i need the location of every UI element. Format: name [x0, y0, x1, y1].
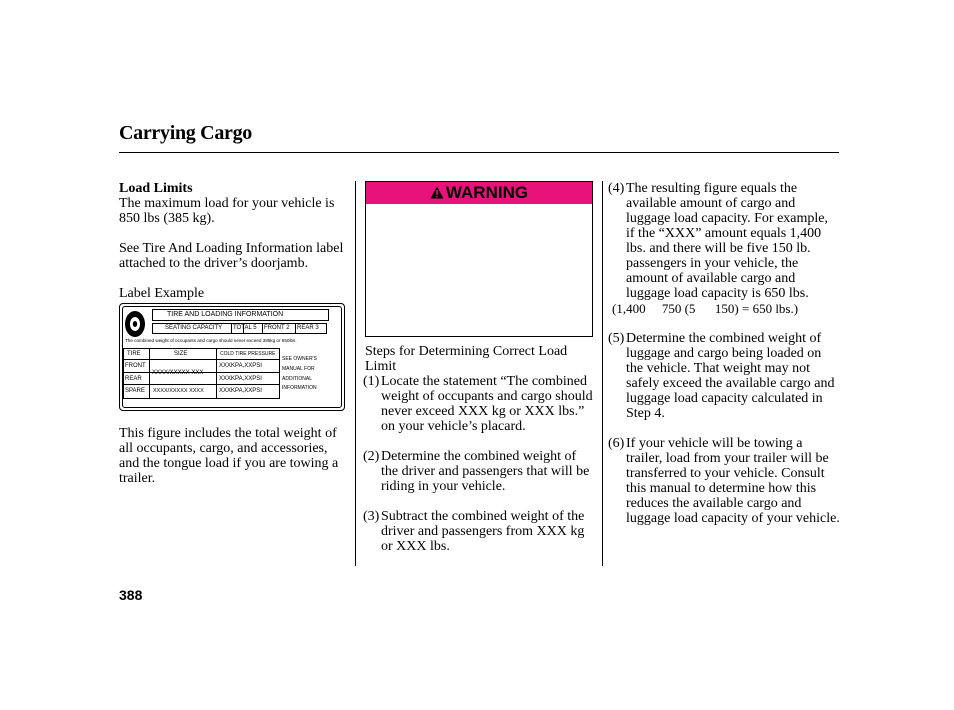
label-combined-weight: The combined weight of occupants and cargo should never exceed 385kg or 850lbs.	[125, 338, 297, 343]
column-1	[119, 181, 344, 501]
step-1	[365, 374, 593, 434]
page-title: Carrying Cargo	[119, 122, 252, 144]
step-text: If your vehicle will be towing a trailer, load from your trailer will be transferred to your vehicle. Consult this manual to determine how this reduces the available cargo and luggage load capacity of your vehicle.	[626, 436, 840, 526]
label-spare-size: XXXX/XXXXX XXXX	[153, 388, 204, 394]
tire-icon	[123, 309, 147, 339]
column-divider-2	[602, 181, 603, 566]
label-shared-size: XXXX/XXXXX XXX	[152, 370, 204, 376]
step-5	[610, 331, 840, 421]
label-row-front-tire: FRONT	[125, 363, 146, 369]
step-number: (5)	[608, 331, 625, 346]
page-number: 388	[119, 587, 143, 603]
step-text: Subtract the combined weight of the driver and passengers from XXX kg or XXX lbs.	[381, 509, 585, 554]
label-see-manual-4: INFORMATION	[282, 385, 317, 391]
label-col-pressure: COLD TIRE PRESSURE	[220, 351, 276, 357]
tire-loading-label-illustration	[119, 303, 345, 411]
label-col-tire: TIRE	[127, 351, 141, 357]
steps-heading: Steps for Determining Correct Load Limit	[365, 344, 568, 374]
step-4	[610, 181, 840, 301]
column-2	[365, 181, 593, 569]
label-total: TOTAL 5	[233, 325, 257, 331]
label-seating: SEATING CAPACITY	[165, 325, 223, 331]
step-4-formula: (1,400 750 (5 150) = 650 lbs.)	[612, 301, 799, 316]
label-rear: REAR 3	[297, 325, 319, 331]
warning-triangle-icon	[430, 186, 444, 199]
label-row-spare-tire: SPARE	[125, 388, 145, 394]
warning-title: WARNING	[445, 183, 529, 202]
title-rule	[119, 152, 839, 153]
column-divider-1	[355, 181, 356, 566]
label-spare-pressure: XXXKPA,XXPSI	[219, 388, 262, 394]
step-6	[610, 436, 840, 526]
label-see-manual-1: SEE OWNER'S	[282, 356, 317, 362]
step-text: Determine the combined weight of the driver and passengers that will be riding in your vehicle.	[381, 449, 590, 494]
step-2	[365, 449, 593, 494]
warning-box	[365, 181, 593, 337]
step-text: Determine the combined weight of luggage and cargo being loaded on the vehicle. That weight may not safely exceed the available cargo and luggage load capacity calculated in Step 4.	[626, 331, 835, 421]
label-rear-pressure: XXXKPA,XXPSI	[219, 376, 262, 382]
label-example-caption: Label Example	[119, 286, 205, 301]
label-col-size: SIZE	[174, 351, 188, 357]
step-text: The resulting figure equals the available amount of cargo and luggage load capacity. For example, if the “XXX” amount equals 1,400 lbs. and there will be five 150 lb. passengers in your vehicle, the amount of available cargo and luggage load capacity is 650 lbs.	[626, 181, 829, 301]
step-number: (6)	[608, 436, 625, 451]
warning-bar	[366, 182, 592, 204]
figure-explanation-paragraph: This figure includes the total weight of all occupants, cargo, and accessories, and the tongue load if you are towing a trailer.	[119, 426, 339, 486]
label-header: TIRE AND LOADING INFORMATION	[167, 311, 284, 318]
label-row-rear-tire: REAR	[125, 376, 142, 382]
label-see-manual-3: ADDITIONAL	[282, 376, 313, 382]
column-3	[610, 181, 840, 541]
step-number: (1)	[363, 374, 380, 389]
step-number: (3)	[363, 509, 380, 524]
step-number: (2)	[363, 449, 380, 464]
load-limits-heading: Load Limits	[119, 181, 193, 196]
label-see-manual-2: MANUAL FOR	[282, 366, 315, 372]
step-3	[365, 509, 593, 554]
step-number: (4)	[608, 181, 625, 196]
label-front: FRONT 2	[264, 325, 290, 331]
step-text: Locate the statement “The combined weight of occupants and cargo should never exceed XXX kg or XXX lbs.” on your vehicle’s placard.	[381, 374, 593, 434]
see-label-paragraph: See Tire And Loading Information label attached to the driver’s doorjamb.	[119, 241, 344, 271]
label-front-pressure: XXXKPA,XXPSI	[219, 363, 262, 369]
max-load-paragraph: The maximum load for your vehicle is 850 lbs (385 kg).	[119, 196, 335, 226]
